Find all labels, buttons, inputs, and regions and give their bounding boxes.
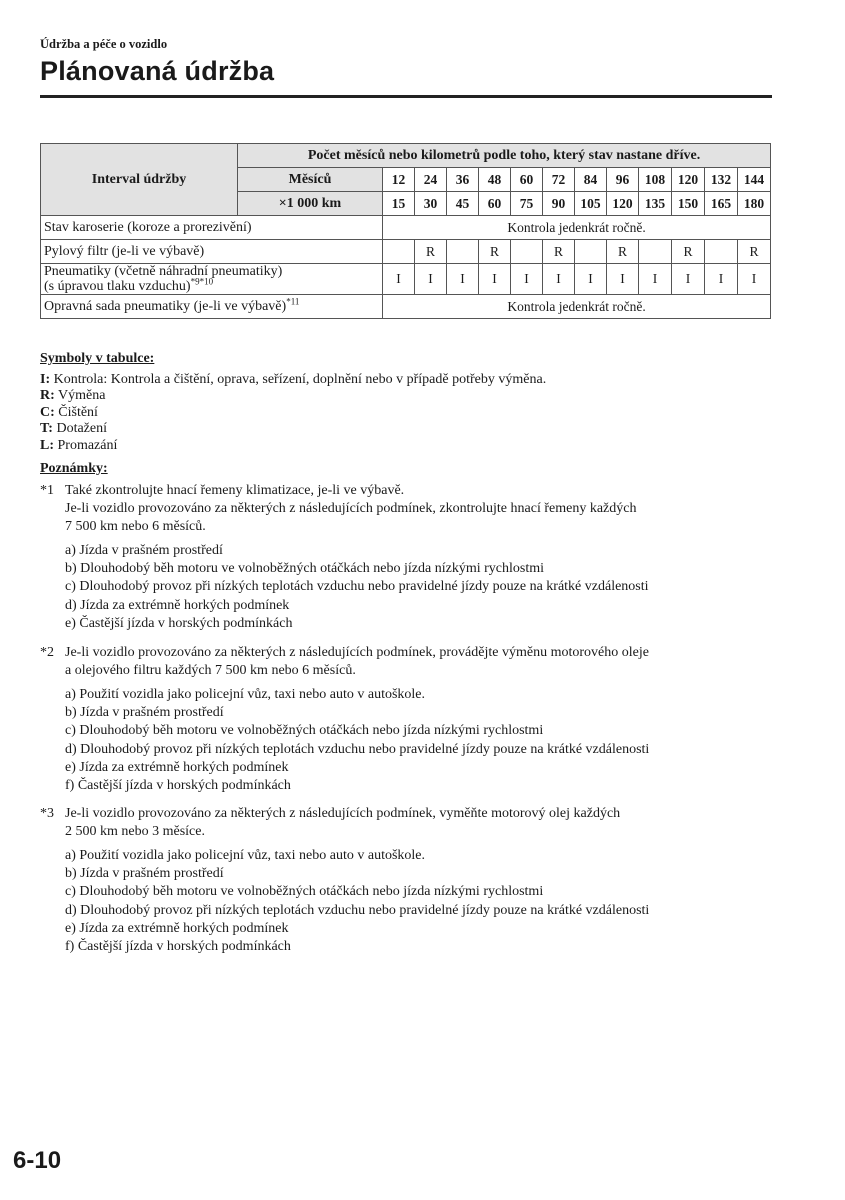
condition-item: f) Častější jízda v horských podmínkách — [65, 778, 291, 794]
condition-item: a) Použití vozidla jako policejní vůz, taxi nebo auto v autoškole. — [65, 687, 426, 702]
symbols-legend — [40, 351, 546, 454]
km-cell: 165 — [705, 192, 738, 216]
footnote-ref: *11 — [286, 296, 300, 307]
legend-text: Čištění — [54, 404, 98, 420]
km-cell: 120 — [607, 192, 639, 216]
condition-item: b) Dlouhodobý běh motoru ve volnoběžných otáčkách nebo jízda nízkými rychlostmi — [65, 561, 544, 577]
condition-item: a) Použití vozidla jako policejní vůz, taxi nebo auto v autoškole. — [65, 848, 426, 863]
cell — [639, 240, 672, 264]
month-cell: 36 — [447, 168, 479, 192]
note-body — [65, 482, 780, 536]
condition-item: d) Jízda za extrémně horkých podmínek — [65, 597, 290, 613]
page-number: 6-10 — [13, 1147, 62, 1174]
cell: R — [479, 240, 511, 264]
legend-item — [40, 388, 546, 405]
note-2 — [40, 644, 780, 795]
cell: I — [575, 264, 607, 295]
note-line: Je-li vozidlo provozováno za některých z následujících podmínek, vyměňte motorový olej každých — [65, 806, 621, 821]
note-line: 2 500 km nebo 3 měsíce. — [65, 824, 205, 839]
cell — [447, 240, 479, 264]
span-cell: Kontrola jedenkrát ročně. — [383, 216, 771, 240]
row-label — [41, 295, 383, 319]
legend-key: C: — [40, 404, 55, 420]
legend-key: I: — [40, 371, 51, 387]
km-cell: 75 — [511, 192, 543, 216]
note-line: Je-li vozidlo provozováno za některých z následujících podmínek, provádějte výměnu motorového oleje — [65, 645, 649, 660]
row-label-line2-text: (s úpravou tlaku vzduchu) — [44, 279, 191, 294]
note-marker: *3 — [40, 806, 54, 821]
legend-key: L: — [40, 437, 54, 453]
cell: I — [543, 264, 575, 295]
km-cell: 45 — [447, 192, 479, 216]
condition-item: c) Dlouhodobý běh motoru ve volnoběžných otáčkách nebo jízda nízkými rychlostmi — [65, 723, 544, 739]
condition-item: b) Jízda v prašném prostředí — [65, 866, 224, 882]
note-marker: *2 — [40, 645, 54, 660]
span-cell: Kontrola jedenkrát ročně. — [383, 295, 771, 319]
condition-item: c) Dlouhodobý provoz při nízkých teplotách vzduchu nebo pravidelné jízdy pouze na krátké vzdálenosti — [65, 579, 649, 595]
note-3 — [40, 805, 780, 956]
condition-list — [65, 847, 780, 956]
km-cell: 135 — [639, 192, 672, 216]
km-cell: 180 — [738, 192, 771, 216]
row-label — [41, 264, 383, 295]
legend-item — [40, 372, 546, 389]
legend-text: Promazání — [54, 437, 118, 453]
cell: I — [607, 264, 639, 295]
condition-item: d) Dlouhodobý provoz při nízkých teplotách vzduchu nebo pravidelné jízdy pouze na krátké vzdálenosti — [65, 741, 650, 757]
cell: I — [383, 264, 415, 295]
note-line: 7 500 km nebo 6 měsíců. — [65, 519, 206, 534]
top-header: Počet měsíců nebo kilometrů podle toho, který stav nastane dříve. — [238, 144, 771, 168]
cell: I — [479, 264, 511, 295]
cell: I — [639, 264, 672, 295]
cell: R — [672, 240, 705, 264]
table-row — [41, 264, 771, 295]
km-cell: 150 — [672, 192, 705, 216]
month-cell: 144 — [738, 168, 771, 192]
months-label: Měsíců — [238, 168, 383, 192]
cell: R — [415, 240, 447, 264]
month-cell: 120 — [672, 168, 705, 192]
condition-list — [65, 542, 780, 633]
legend-item — [40, 438, 546, 455]
table-row — [41, 216, 771, 240]
km-cell: 60 — [479, 192, 511, 216]
row-label-text: Opravná sada pneumatiky (je-li ve výbavě) — [44, 299, 287, 314]
km-cell: 30 — [415, 192, 447, 216]
cell: I — [447, 264, 479, 295]
row-label: Pylový filtr (je-li ve výbavě) — [41, 240, 383, 264]
month-cell: 96 — [607, 168, 639, 192]
section-label: Údržba a péče o vozidlo — [40, 37, 168, 51]
cell: R — [543, 240, 575, 264]
legend-item — [40, 421, 546, 438]
month-cell: 132 — [705, 168, 738, 192]
note-line: Také zkontrolujte hnací řemeny klimatizace, je-li ve výbavě. — [65, 483, 405, 498]
month-cell: 48 — [479, 168, 511, 192]
legend-text: Výměna — [54, 388, 106, 403]
condition-item: f) Častější jízda v horských podmínkách — [65, 939, 291, 955]
note-body — [65, 644, 780, 680]
cell — [383, 240, 415, 264]
month-cell: 12 — [383, 168, 415, 192]
interval-label: Interval údržby — [41, 144, 238, 216]
condition-item: e) Jízda za extrémně horkých podmínek — [65, 920, 289, 936]
km-cell: 105 — [575, 192, 607, 216]
cell — [705, 240, 738, 264]
month-cell: 24 — [415, 168, 447, 192]
cell: I — [415, 264, 447, 295]
condition-item: d) Dlouhodobý provoz při nízkých teplotách vzduchu nebo pravidelné jízdy pouze na krátké vzdálenosti — [65, 902, 650, 918]
legend-key: T: — [40, 421, 53, 436]
table-header-row — [41, 144, 771, 168]
condition-item: a) Jízda v prašném prostředí — [65, 543, 223, 558]
month-cell: 72 — [543, 168, 575, 192]
note-line: Je-li vozidlo provozováno za některých z následujících podmínek, zkontrolujte hnací řemeny každých — [65, 501, 637, 516]
condition-item: b) Jízda v prašném prostředí — [65, 705, 224, 721]
condition-item: e) Jízda za extrémně horkých podmínek — [65, 759, 289, 775]
legend-text: Dotažení — [52, 421, 107, 436]
legend-item — [40, 405, 546, 422]
row-label-line2 — [44, 276, 382, 294]
cell: I — [511, 264, 543, 295]
month-cell: 60 — [511, 168, 543, 192]
km-cell: 90 — [543, 192, 575, 216]
legend-text: Kontrola: Kontrola a čištění, oprava, seřízení, doplnění nebo v případě potřeby výměna. — [50, 371, 547, 387]
maintenance-schedule-table — [40, 143, 771, 319]
month-cell: 108 — [639, 168, 672, 192]
note-marker: *1 — [40, 483, 54, 498]
notes-heading: Poznámky: — [40, 461, 108, 476]
condition-list — [65, 686, 780, 795]
title-rule — [40, 95, 772, 98]
note-line: a olejového filtru každých 7 500 km nebo 6 měsíců. — [65, 663, 356, 678]
row-label-line1: Pneumatiky (včetně náhradní pneumatiky) — [44, 264, 283, 279]
legend-key: R: — [40, 388, 55, 403]
cell: I — [705, 264, 738, 295]
footnote-ref: *9*10 — [190, 276, 214, 287]
condition-item: e) Častější jízda v horských podmínkách — [65, 615, 293, 631]
km-label: ×1 000 km — [238, 192, 383, 216]
table-row — [41, 240, 771, 264]
cell: R — [607, 240, 639, 264]
month-cell: 84 — [575, 168, 607, 192]
page-title: Plánovaná údržba — [40, 56, 275, 86]
row-label: Stav karoserie (koroze a prorezivění) — [41, 216, 383, 240]
cell — [511, 240, 543, 264]
note-1 — [40, 482, 780, 633]
cell — [575, 240, 607, 264]
table-row — [41, 295, 771, 319]
cell: I — [672, 264, 705, 295]
km-cell: 15 — [383, 192, 415, 216]
cell: I — [738, 264, 771, 295]
cell: R — [738, 240, 771, 264]
legend-heading: Symboly v tabulce: — [40, 351, 155, 366]
condition-item: c) Dlouhodobý běh motoru ve volnoběžných otáčkách nebo jízda nízkými rychlostmi — [65, 884, 544, 900]
note-body — [65, 805, 780, 841]
